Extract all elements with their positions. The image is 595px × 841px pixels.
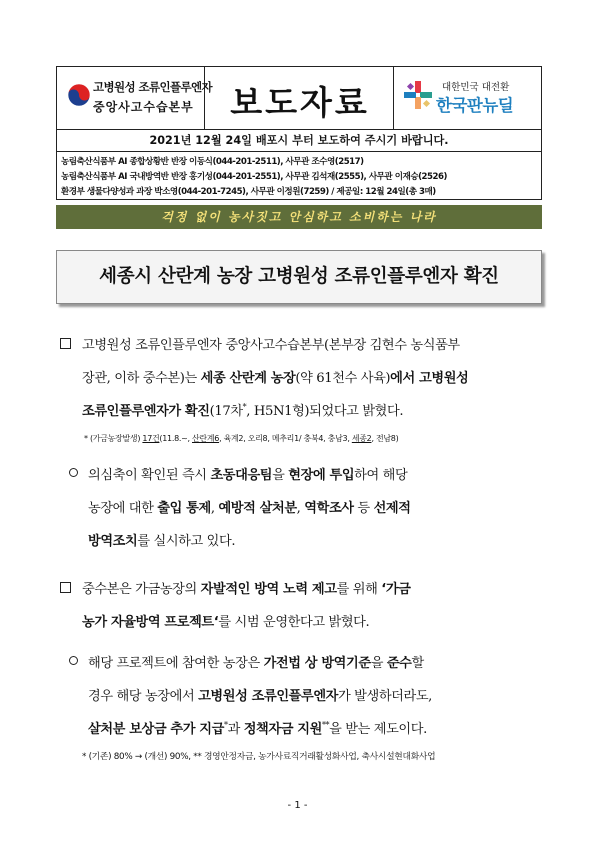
headline-box bbox=[56, 250, 542, 304]
section1-footnote: * (가금농장발생) 17건(11.8.~, 산란계6, 육계2, 오리8, 메추리1/ 충북4, 충남3, 세종2, 전남8) bbox=[84, 434, 399, 443]
bullet2-line3: 살처분 보상금 추가 지급*과 정책자금 지원**을 받는 제도이다. bbox=[88, 720, 427, 737]
bullet1-line3: 방역조치를 실시하고 있다. bbox=[88, 534, 236, 549]
slogan-text: 걱정 없이 농사짓고 안심하고 소비하는 나라 bbox=[161, 210, 437, 224]
contact-line: 농림축산식품부 AI 종합상황반 반장 이동식(044-201-2511), 사무관 조수영(2517) bbox=[61, 157, 364, 167]
section1-line1: 고병원성 조류인플루엔자 중앙사고수습본부(본부장 김현수 농식품부 bbox=[82, 338, 460, 353]
new-deal-logo-icon bbox=[402, 79, 434, 111]
contact-line: 농림축산식품부 AI 국내방역반 반장 홍기성(044-201-2551), 사무관 김석재(2555), 사무관 이재승(2526) bbox=[61, 172, 447, 182]
slogan-banner bbox=[56, 205, 542, 229]
headline: 세종시 산란계 농장 고병원성 조류인플루엔자 확진 bbox=[99, 266, 499, 287]
document-title: 보도자료 bbox=[230, 83, 370, 122]
section-square-marker bbox=[60, 582, 71, 593]
page-number: - 1 - bbox=[287, 800, 308, 811]
bullet1-line1: 의심축이 확인된 즉시 초동대응팀을 현장에 투입하여 해당 bbox=[88, 468, 408, 483]
bullet-circle-marker bbox=[69, 468, 78, 477]
section1-line3: 조류인플루엔자가 확진(17차*, H5N1형)되었다고 밝혔다. bbox=[82, 402, 404, 419]
section-square-marker bbox=[60, 338, 71, 349]
hq-name-line1: 고병원성 조류인플루엔자 bbox=[93, 80, 213, 94]
hq-name-line2: 중앙사고수습본부 bbox=[93, 100, 194, 114]
ministry-block bbox=[57, 67, 213, 129]
section2-line2: 농가 자율방역 프로젝트‘를 시범 운영한다고 밝혔다. bbox=[82, 615, 370, 630]
bullet-circle-marker bbox=[69, 656, 78, 665]
brand-name: 한국판뉴딜 bbox=[436, 96, 514, 115]
government-emblem-icon bbox=[67, 83, 91, 107]
brand-subtitle: 대한민국 대전환 bbox=[442, 82, 510, 93]
bullet2-line1: 해당 프로젝트에 참여한 농장은 가전법 상 방역기준을 준수할 bbox=[88, 656, 424, 671]
section1-line2: 장관, 이하 중수본)는 세종 산란계 농장(약 61천수 사육)에서 고병원성 bbox=[82, 371, 469, 386]
section2-line1: 중수본은 가금농장의 자발적인 방역 노력 제고를 위해 ‘가금 bbox=[82, 582, 411, 597]
contact-list bbox=[56, 152, 542, 200]
bullet1-line2: 농장에 대한 출입 통제, 예방적 살처분, 역학조사 등 선제적 bbox=[88, 501, 411, 516]
bullet2-footnote: * (기존) 80% → (개선) 90%, ** 경영안정자금, 농가사료직거래활성화사업, 축사시설현대화사업 bbox=[82, 752, 436, 762]
press-header bbox=[56, 66, 542, 130]
contact-line: 환경부 생물다양성과 과장 박소영(044-201-7245), 사무관 이정원(7259) / 제공일: 12월 24일(총 3매) bbox=[61, 187, 436, 197]
brand-block bbox=[393, 67, 541, 129]
release-notice: 2021년 12월 24일 배포시 부터 보도하여 주시기 바랍니다. bbox=[56, 130, 542, 152]
bullet2-line2: 경우 해당 농장에서 고병원성 조류인플루엔자가 발생하더라도, bbox=[88, 689, 432, 704]
